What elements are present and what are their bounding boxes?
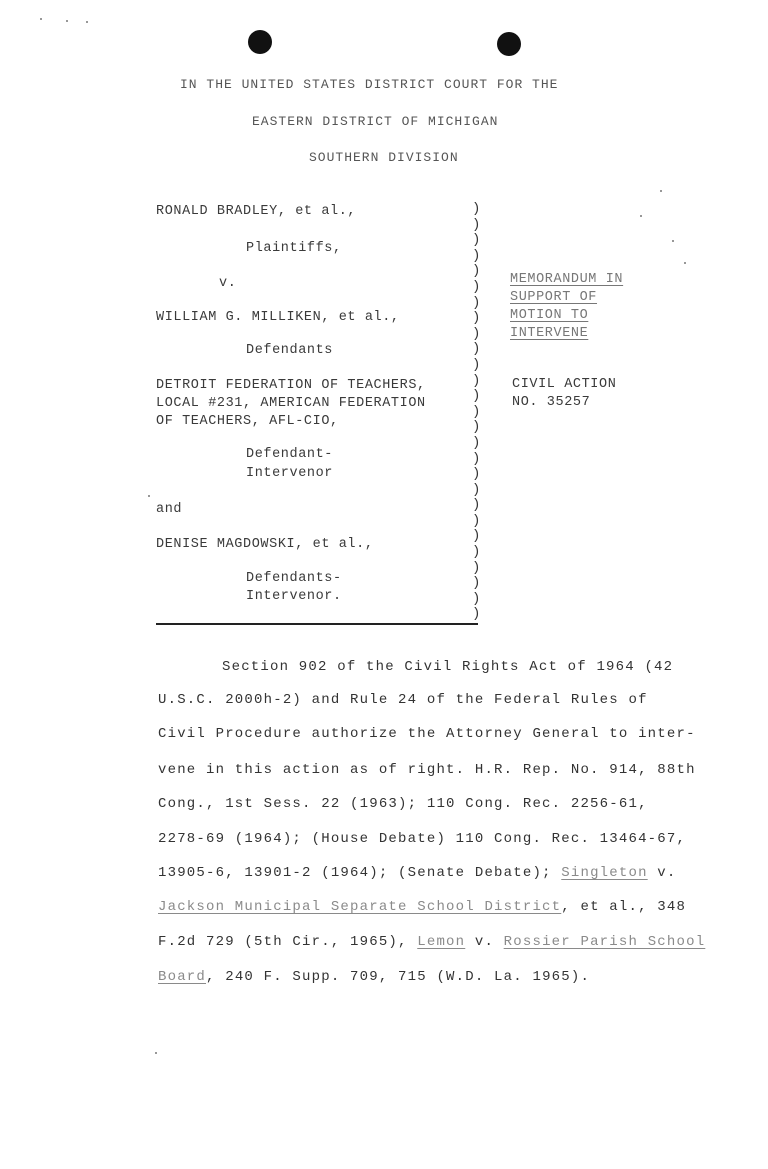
case-name-rossier: Rossier Parish School [503,934,706,950]
intervenor1-line-3: OF TEACHERS, AFL-CIO, [156,414,339,429]
body-line-3: Civil Procedure authorize the Attorney General to inter- [158,726,696,742]
body-line-9-v: v. [465,934,504,950]
body-line-7-text: 13905-6, 13901-2 (1964); (Senate Debate); [158,865,562,881]
scan-speck [684,262,686,264]
plaintiff-role: Plaintiffs, [246,241,342,256]
body-line-8 [158,899,686,915]
body-line-7-end: v. [647,865,677,881]
civil-action-number: NO. 35257 [512,395,591,410]
scan-speck [640,215,642,217]
intervenor1-role-line-1: Defendant- [246,447,334,462]
intervenor2-name: DENISE MAGDOWSKI, et al., [156,537,374,552]
body-line-4: vene in this action as of right. H.R. Rep. No. 914, 88th [158,762,696,778]
body-line-1: Section 902 of the Civil Rights Act of 1964 (42 [222,659,674,675]
defendant-role: Defendants [246,343,334,358]
plaintiff-name: RONALD BRADLEY, et al., [156,204,357,219]
body-line-10 [158,969,590,985]
scan-speck [40,18,42,20]
memo-title-line-3: MOTION TO [510,308,589,323]
intervenor1-role-line-2: Intervenor [246,466,334,481]
court-heading-line-2: EASTERN DISTRICT OF MICHIGAN [252,114,499,129]
defendant-name: WILLIAM G. MILLIKEN, et al., [156,310,400,325]
memo-title-line-2: SUPPORT OF [510,290,598,305]
punch-hole-left [248,30,272,54]
body-line-10-end: , 240 F. Supp. 709, 715 (W.D. La. 1965). [206,969,591,985]
intervenor1-line-2: LOCAL #231, AMERICAN FEDERATION [156,396,426,411]
and-conjunction: and [156,502,183,517]
caption-bottom-rule [156,623,478,625]
body-line-8-end: , et al., 348 [561,899,687,915]
body-line-2: U.S.C. 2000h-2) and Rule 24 of the Federal Rules of [158,692,648,708]
caption-parentheses: ) ) ) ) ) ) ) ) ) ) ) ) ) ) ) ) ) ) ) ) ) ) ) ) ) ) ) [472,201,481,623]
civil-action-label: CIVIL ACTION [512,377,617,392]
court-heading-line-1: IN THE UNITED STATES DISTRICT COURT FOR THE [180,77,559,92]
scan-speck [672,240,674,242]
case-name-board: Board [158,969,207,985]
body-line-5: Cong., 1st Sess. 22 (1963); 110 Cong. Rec. 2256-61, [158,796,648,812]
body-line-9-text: F.2d 729 (5th Cir., 1965), [158,934,418,950]
intervenor2-role-line-2: Intervenor. [246,589,342,604]
case-name-lemon: Lemon [417,934,466,950]
scan-speck [155,1052,157,1054]
court-heading-line-3: SOUTHERN DIVISION [309,150,459,165]
memo-title-line-1: MEMORANDUM IN [510,272,624,287]
scan-speck [660,190,662,192]
body-line-9 [158,934,705,950]
memo-title-line-4: INTERVENE [510,326,589,341]
body-line-7 [158,865,677,881]
punch-hole-right [497,32,521,56]
scan-speck [66,20,68,22]
body-line-6: 2278-69 (1964); (House Debate) 110 Cong. Rec. 13464-67, [158,831,687,847]
case-name-jackson: Jackson Municipal Separate School District [158,899,562,915]
case-name-singleton: Singleton [561,865,648,881]
intervenor1-line-1: DETROIT FEDERATION OF TEACHERS, [156,378,426,393]
versus: v. [219,276,237,291]
scan-speck [86,21,88,23]
intervenor2-role-line-1: Defendants- [246,571,342,586]
scan-speck [148,495,150,497]
